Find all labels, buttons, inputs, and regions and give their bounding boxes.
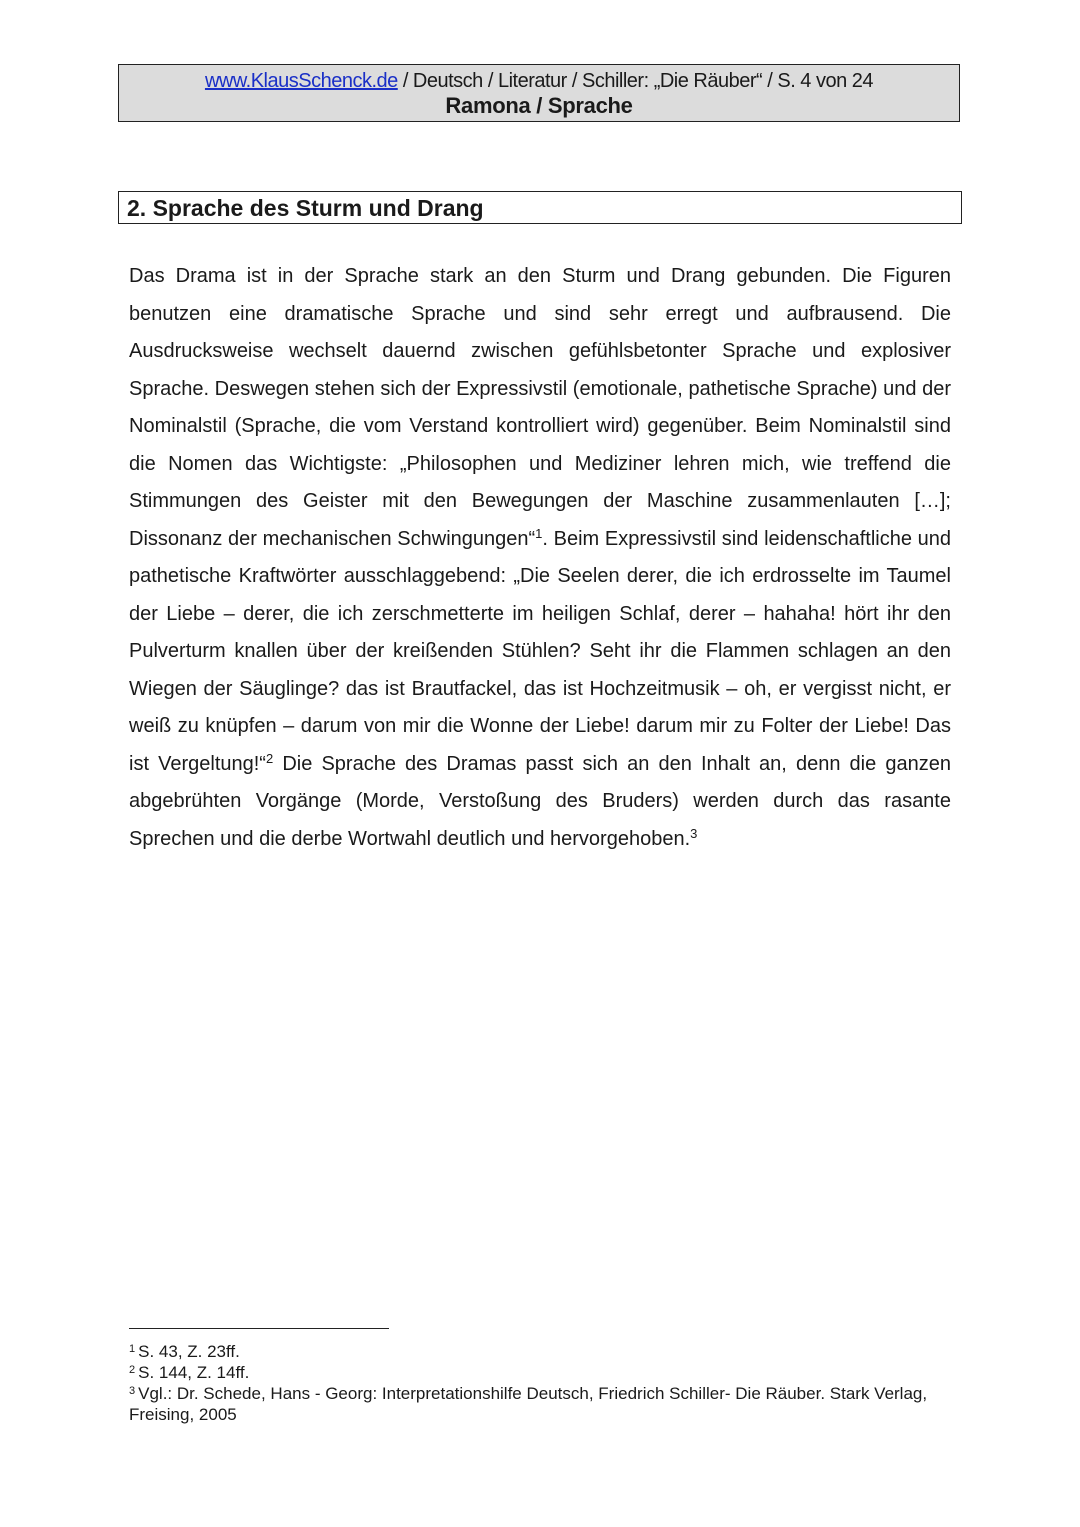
footnotes	[129, 1341, 951, 1425]
footnote-number: 3	[129, 1385, 136, 1397]
footnote-text: S. 144, Z. 14ff.	[138, 1363, 250, 1382]
footnote-number: 1	[129, 1343, 136, 1355]
footnote-1	[129, 1341, 951, 1362]
footnote-2	[129, 1362, 951, 1383]
footnote-ref-1[interactable]: 1	[535, 525, 543, 541]
body-text-part2: . Beim Expressivstil sind leidenschaftliche und pathetische Kraftwörter ausschlaggebend: „Die Seelen derer, die ich erdrosselte im Taumel der Liebe – derer, die ich zerschmetterte im heiligen Schlaf, derer – hahaha! hört ihr den Pulverturm knallen über der kreißenden Stühlen? Seht ihr die Flammen schlagen an den Wiegen der Säuglinge? das ist Brautfackel, das ist Hochzeitmusik – oh, er vergisst nicht, er weiß zu knüpfen – darum von mir die Wonne der Liebe! darum mir zu Folter der Liebe! Das ist Vergeltung!“	[129, 527, 951, 775]
header-subtitle: Ramona / Sprache	[445, 93, 633, 118]
footnote-text: Vgl.: Dr. Schede, Hans - Georg: Interpretationshilfe Deutsch, Friedrich Schiller- Die Räuber. Stark Verlag, Freising, 2005	[129, 1384, 928, 1424]
site-link[interactable]: www.KlausSchenck.de	[204, 70, 398, 92]
body-paragraph	[129, 258, 951, 858]
header-path: / Deutsch / Literatur / Schiller: „Die Räuber“ / S. 4 von 24	[397, 70, 874, 92]
footnote-number: 2	[129, 1364, 136, 1376]
body-text-part1: Das Drama ist in der Sprache stark an den Sturm und Drang gebunden. Die Figuren benutzen eine dramatische Sprache und sind sehr erregt und aufbrausend. Die Ausdrucksweise wechselt dauernd zwischen gefühlsbetonter Sprache und explosiver Sprache. Deswegen stehen sich der Expressivstil (emotionale, pathetische Sprache) und der Nominalstil (Sprache, die vom Verstand kontrolliert wird) gegenüber. Beim Nominalstil sind die Nomen das Wichtigste: „Philosophen und Mediziner lehren mich, wie treffend die Stimmungen des Geister mit den Bewegungen der Maschine zusammenlauten […]; Dissonanz der mechanischen Schwingungen“	[129, 265, 951, 550]
page-header	[118, 64, 960, 122]
section-title: 2. Sprache des Sturm und Drang	[127, 195, 484, 221]
footnote-divider	[129, 1328, 389, 1329]
header-breadcrumb	[119, 69, 959, 93]
footnote-ref-3[interactable]: 3	[690, 825, 698, 841]
section-heading-box	[118, 191, 962, 224]
footnote-ref-2[interactable]: 2	[265, 750, 274, 766]
footnote-text: S. 43, Z. 23ff.	[138, 1342, 240, 1361]
footnote-3	[129, 1383, 951, 1425]
body-text-part3: Die Sprache des Dramas passt sich an den Inhalt an, denn die ganzen abgebrühten Vorgänge (Morde, Verstoßung des Bruders) werden durch das rasante Sprechen und die derbe Wortwahl deutlich und hervorgehoben.	[129, 752, 951, 850]
